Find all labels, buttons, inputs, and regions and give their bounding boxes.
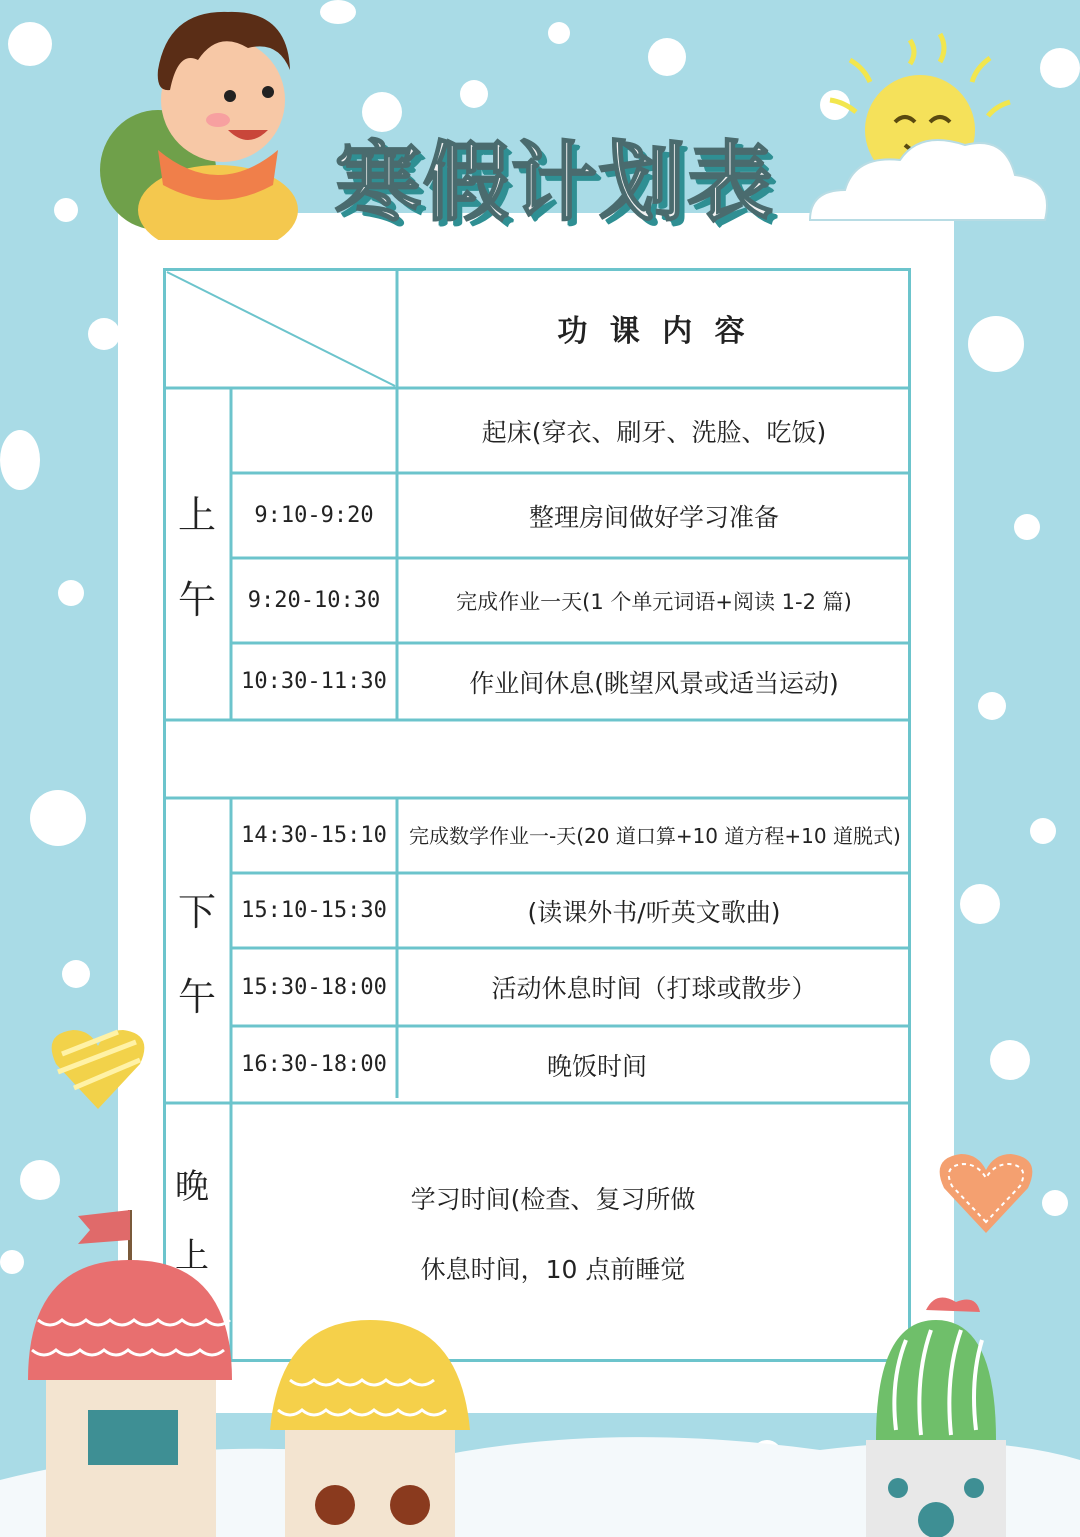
- time-cell: 14:30-15:10: [241, 823, 387, 848]
- task-cell: 整理房间做好学习准备: [528, 502, 779, 532]
- snow-dot: [960, 884, 1000, 924]
- time-cell: [231, 388, 397, 473]
- time-cell: 9:20-10:30: [247, 588, 381, 613]
- task-cell: 起床(穿衣、刷牙、洗脸、吃饭): [481, 417, 827, 447]
- page-title: 寒假计划表: [335, 133, 775, 233]
- table-header: 功 课 内 容: [557, 314, 751, 349]
- snow-dot: [548, 22, 570, 44]
- snow-dot: [62, 960, 90, 988]
- yellow-roof-house-illustration: [260, 1320, 480, 1537]
- snow-dot: [0, 430, 40, 490]
- time-cell: 10:30-11:30: [241, 669, 387, 694]
- snow-dot: [8, 22, 52, 66]
- boy-character-illustration: [98, 0, 318, 240]
- snow-dot: [990, 1040, 1030, 1080]
- snow-dot: [54, 198, 78, 222]
- snow-dot: [968, 316, 1024, 372]
- task-cell: 完成数学作业一-天(20 道口算+10 道方程+10 道脱式): [409, 823, 901, 848]
- task-cell: 完成作业一天(1 个单元词语+阅读 1-2 篇): [456, 589, 852, 614]
- snow-dot: [320, 0, 356, 24]
- snow-dot: [362, 92, 402, 132]
- afternoon-label: [163, 798, 231, 1103]
- time-cell: 16:30-18:00: [241, 1052, 387, 1077]
- snow-dot: [978, 692, 1006, 720]
- time-cell: 15:30-18:00: [241, 974, 387, 1000]
- sun-illustration: [800, 30, 1080, 260]
- time-cell: 9:10-9:20: [254, 503, 374, 528]
- evening-label-char: 上: [175, 1236, 209, 1276]
- snow-dot: [30, 790, 86, 846]
- task-cell: 活动休息时间（打球或散步）: [491, 974, 817, 1003]
- morning-label-char: 上: [177, 493, 216, 537]
- snow-dot: [88, 318, 120, 350]
- snow-dot: [1042, 1190, 1068, 1216]
- green-roof-house-illustration: [866, 1290, 1006, 1537]
- time-cell: 15:10-15:30: [241, 898, 387, 923]
- morning-label: [163, 388, 231, 720]
- snow-dot: [58, 580, 84, 606]
- snow-dot: [1030, 818, 1056, 844]
- red-roof-house-illustration: [18, 1200, 248, 1537]
- evening-task-line: 学习时间(检查、复习所做: [410, 1185, 696, 1214]
- task-cell: 作业间休息(眺望风景或适当运动): [469, 668, 839, 698]
- orange-heart-illustration: [936, 1148, 1036, 1238]
- morning-label-char: 午: [177, 578, 216, 622]
- task-cell: (读课外书/听英文歌曲): [527, 897, 781, 927]
- snow-dot: [1014, 514, 1040, 540]
- snow-dot: [460, 80, 488, 108]
- task-cell: 晚饭时间: [546, 1051, 647, 1081]
- afternoon-label-char: 午: [177, 974, 216, 1019]
- evening-label-char: 晚: [175, 1167, 209, 1207]
- snow-dot: [20, 1160, 60, 1200]
- evening-task-line: 休息时间，10 点前睡觉: [420, 1255, 686, 1284]
- schedule-table: [163, 268, 911, 1362]
- snow-dot: [648, 38, 686, 76]
- afternoon-label-char: 下: [177, 889, 216, 934]
- yellow-heart-illustration: [48, 1024, 148, 1114]
